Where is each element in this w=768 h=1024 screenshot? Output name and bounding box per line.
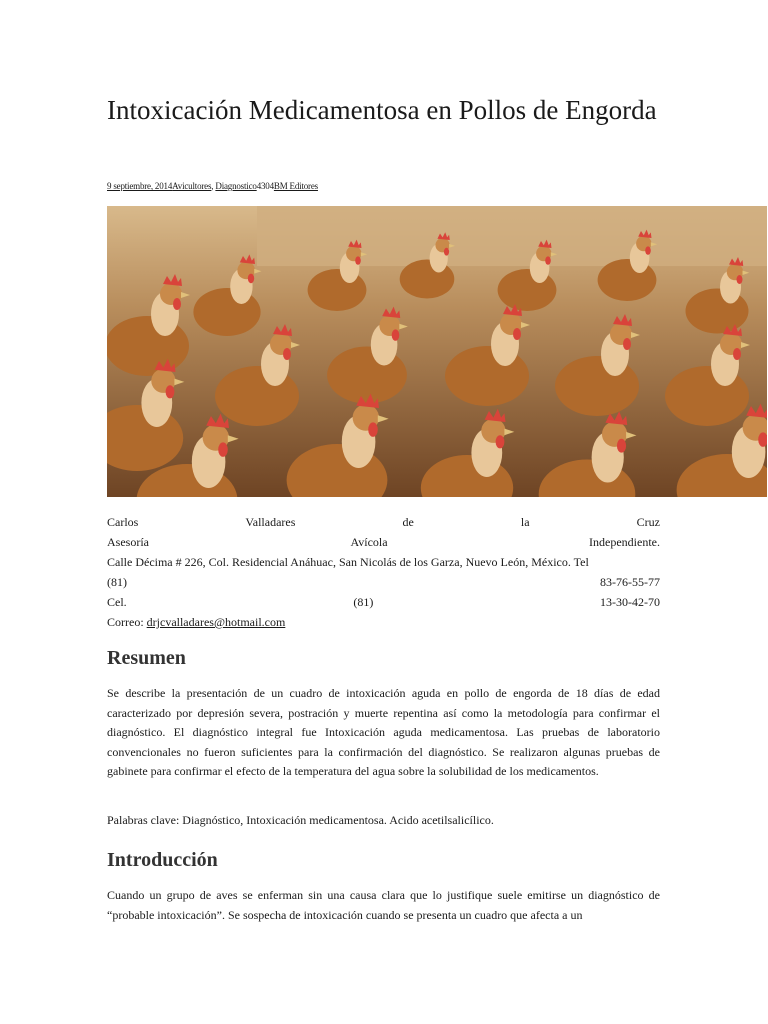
author-word: Avícola [350,535,388,549]
resumen-heading: Resumen [107,647,186,669]
category-link-diagnostico[interactable]: Diagnostico [215,181,257,191]
author-word: Carlos [107,515,139,529]
author-word: la [520,515,530,529]
page-title: Intoxicación Medicamentosa en Pollos de Engorda [107,95,657,125]
author-phone-line [107,572,660,592]
publisher-link[interactable]: BM Editores [273,181,318,191]
intro-paragraph: Cuando un grupo de aves se enferman sin una causa clara que lo justifique suele emitirse un diagnóstico de “probable intoxicación”. Se sospecha de intoxicación cuando se presenta un cuadro que afecta a un [107,888,660,922]
author-word: Valladares [245,515,296,529]
comment-count: 4304 [256,181,274,191]
author-block [107,512,660,632]
author-role-line [107,532,660,552]
email-link[interactable]: drjcvalladares@hotmail.com [146,615,286,629]
chickens-photo [107,206,767,497]
date-link[interactable]: 9 septiembre, 2014 [107,181,173,191]
author-word: Cruz [636,515,660,529]
author-cell-line [107,592,660,612]
hero-image [107,206,767,497]
intro-heading: Introducción [107,849,218,871]
cell-label: Cel. [107,595,127,609]
author-name-line [107,512,660,532]
category-link-avicultores[interactable]: Avicultores [172,181,212,191]
author-address: Calle Décima # 226, Col. Residencial Anáhuac, San Nicolás de los Garza, Nuevo León, México. Tel [107,555,589,569]
author-word: Asesoría [107,535,149,549]
author-word: de [402,515,414,529]
resumen-paragraph: Se describe la presentación de un cuadro de intoxicación aguda en pollo de engorda de 18 días de edad caracterizado por depresión severa, postración y muerte repentina así como la metodología para confirmar el diagnóstico. El diagnóstico integral fue Intoxicación aguda medicamentosa. Las pruebas de laboratorio convencionales no fueron suficientes para la confirmación del diagnóstico. Se realizaron algunas pruebas de gabinete para confirmar el efecto de la temperatura del agua sobre la solubilidad de los medicamentos. [107,686,660,778]
keywords: Palabras clave: Diagnóstico, Intoxicación medicamentosa. Acido acetilsalicílico. [107,813,494,827]
phone-area-code: (81) [107,575,127,589]
cell-area-code: (81) [353,595,374,609]
post-meta [107,181,318,191]
meta-separator: , [211,181,214,191]
wooden-board [257,206,767,266]
phone-number: 83-76-55-77 [600,575,660,589]
author-word: Independiente. [589,535,660,549]
author-email-line [107,612,660,632]
cell-number: 13-30-42-70 [599,595,660,609]
email-label: Correo: [107,615,144,629]
